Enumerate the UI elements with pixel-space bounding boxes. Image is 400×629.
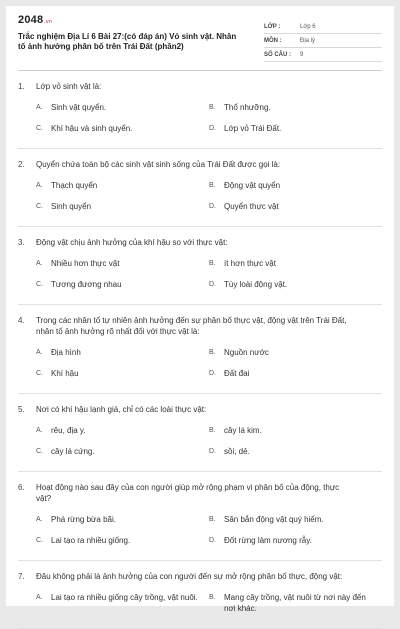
option-letter: C.: [36, 281, 43, 288]
worksheet-header: [18, 14, 382, 62]
question-text: Động vật chịu ảnh hưởng của khí hậu so với thực vật:: [36, 238, 228, 247]
site-logo[interactable]: [18, 14, 243, 26]
option-letter: B.: [209, 349, 216, 356]
question-item: [18, 394, 382, 472]
option-text: Tùy loài động vật.: [224, 280, 288, 289]
question-text: Nơi có khí hậu lạnh giá, chỉ có các loài thực vật:: [36, 405, 207, 414]
answer-option[interactable]: [209, 535, 382, 546]
answer-option[interactable]: [209, 180, 382, 191]
option-letter: D.: [209, 203, 216, 210]
answer-option[interactable]: [209, 592, 382, 614]
option-letter: B.: [209, 594, 216, 601]
option-text: Lai tạo ra nhiều giống.: [51, 536, 131, 545]
option-letter: A.: [36, 594, 43, 601]
question-text: Trong các nhân tố tự nhiên ảnh hưởng đến sự phân bố thực vật, động vật trên Trái Đất, nhân tố ảnh hưởng rõ nhất đối với thực vật là:: [36, 316, 347, 336]
answer-options: [36, 421, 382, 463]
meta-value: Địa lý: [300, 37, 316, 44]
option-text: Mang cây trồng, vật nuôi từ nơi này đến nơi khác.: [224, 593, 366, 613]
question-head: [18, 81, 382, 92]
option-letter: A.: [36, 182, 43, 189]
question-head: [18, 404, 382, 415]
question-item: [18, 227, 382, 305]
answer-option[interactable]: [209, 347, 382, 358]
question-number: 6.: [18, 483, 25, 492]
option-text: Lớp vỏ Trái Đất.: [224, 124, 282, 133]
option-letter: C.: [36, 203, 43, 210]
question-text: Quyển chứa toàn bộ các sinh vật sinh sống của Trái Đất được gọi là:: [36, 160, 281, 169]
option-text: Sinh vật quyển.: [51, 103, 107, 112]
meta-value: Lớp 6: [300, 23, 316, 30]
question-number: 5.: [18, 405, 25, 414]
option-text: Tương đương nhau: [51, 280, 122, 289]
option-letter: A.: [36, 349, 43, 356]
answer-option[interactable]: [36, 535, 209, 546]
option-text: Phá rừng bừa bãi.: [51, 515, 116, 524]
answer-option[interactable]: [36, 180, 209, 191]
option-text: Nguồn nước: [224, 348, 269, 357]
question-number: 1.: [18, 82, 25, 91]
answer-options: [36, 98, 382, 140]
answer-option[interactable]: [36, 347, 209, 358]
question-text: Lớp vỏ sinh vật là:: [36, 82, 102, 91]
question-item: [18, 305, 382, 394]
option-text: cây lá kim.: [224, 426, 262, 435]
option-text: Thạch quyển: [51, 181, 98, 190]
answer-option[interactable]: [36, 258, 209, 269]
answer-option[interactable]: [209, 102, 382, 113]
answer-option[interactable]: [209, 368, 382, 379]
question-head: [18, 482, 382, 504]
question-number: 7.: [18, 572, 25, 581]
option-text: rêu, địa y.: [51, 426, 86, 435]
option-letter: A.: [36, 516, 43, 523]
answer-option[interactable]: [36, 425, 209, 436]
meta-info: [264, 14, 382, 62]
option-letter: B.: [209, 104, 216, 111]
option-text: Lai tạo ra nhiều giống cây trồng, vật nuôi.: [51, 593, 198, 602]
option-text: cây lá cứng.: [51, 447, 95, 456]
option-letter: D.: [209, 281, 216, 288]
answer-options: [36, 510, 382, 552]
option-letter: C.: [36, 370, 43, 377]
option-text: Quyển thực vật: [224, 202, 279, 211]
option-text: sồi, dẻ.: [224, 447, 250, 456]
question-number: 2.: [18, 160, 25, 169]
question-item: [18, 472, 382, 561]
question-item: [18, 561, 382, 629]
option-letter: D.: [209, 537, 216, 544]
answer-options: [36, 343, 382, 385]
option-text: ít hơn thực vật: [224, 259, 276, 268]
question-item: [18, 71, 382, 149]
logo-suffix: .vn: [44, 19, 53, 25]
answer-option[interactable]: [36, 592, 209, 614]
answer-option[interactable]: [36, 102, 209, 113]
document-title: Trắc nghiệm Địa Lí 6 Bài 27:(có đáp án) Vỏ sinh vật. Nhân tố ảnh hưởng phân bố trên Trái Đất (phần2): [18, 32, 237, 51]
question-text: Hoạt động nào sau đây của con người giúp mở rộng phạm vi phân bố của động, thực vật?: [36, 483, 340, 503]
option-text: Khí hậu và sinh quyển.: [51, 124, 133, 133]
option-text: Địa hình: [51, 348, 81, 357]
answer-options: [36, 588, 382, 620]
question-number: 4.: [18, 316, 25, 325]
meta-row-count: [264, 48, 382, 62]
option-text: Săn bắn động vật quý hiếm.: [224, 515, 324, 524]
meta-row-class: [264, 20, 382, 34]
answer-option[interactable]: [209, 123, 382, 134]
answer-option[interactable]: [209, 201, 382, 212]
answer-option[interactable]: [209, 446, 382, 457]
option-letter: B.: [209, 516, 216, 523]
option-text: Sinh quyển: [51, 202, 92, 211]
answer-option[interactable]: [209, 258, 382, 269]
answer-option[interactable]: [36, 201, 209, 212]
question-head: [18, 159, 382, 170]
option-letter: D.: [209, 125, 216, 132]
option-letter: B.: [209, 260, 216, 267]
answer-option[interactable]: [209, 425, 382, 436]
worksheet: [6, 6, 394, 613]
option-letter: C.: [36, 537, 43, 544]
answer-option[interactable]: [36, 514, 209, 525]
option-letter: C.: [36, 448, 43, 455]
question-list: [18, 71, 382, 629]
option-text: Khí hậu: [51, 369, 79, 378]
option-letter: C.: [36, 125, 43, 132]
question-number: 3.: [18, 238, 25, 247]
answer-options: [36, 176, 382, 218]
option-text: Thổ nhưỡng.: [224, 103, 271, 112]
option-letter: A.: [36, 104, 43, 111]
answer-options: [36, 254, 382, 296]
question-item: [18, 149, 382, 227]
question-head: [18, 571, 382, 582]
option-letter: A.: [36, 260, 43, 267]
question-text: Đâu không phải là ảnh hưởng của con người đến sự mở rộng phân bố thực, động vật:: [36, 572, 343, 581]
question-head: [18, 315, 382, 337]
meta-row-subject: [264, 34, 382, 48]
meta-label: MÔN :: [264, 37, 282, 44]
logo-text: 2048: [18, 14, 44, 26]
option-letter: B.: [209, 427, 216, 434]
meta-label: LỚP :: [264, 23, 281, 30]
option-text: Đốt rừng làm nương rẫy.: [224, 536, 312, 545]
answer-option[interactable]: [36, 123, 209, 134]
meta-value: 9: [300, 51, 304, 58]
option-letter: D.: [209, 370, 216, 377]
option-letter: A.: [36, 427, 43, 434]
answer-option[interactable]: [36, 279, 209, 290]
answer-option[interactable]: [209, 279, 382, 290]
header-left: [18, 14, 243, 62]
answer-option[interactable]: [36, 368, 209, 379]
option-letter: B.: [209, 182, 216, 189]
answer-option[interactable]: [209, 514, 382, 525]
meta-label: SỐ CÂU :: [264, 51, 291, 58]
answer-option[interactable]: [36, 446, 209, 457]
option-text: Nhiều hơn thực vật: [51, 259, 120, 268]
option-text: Đất đai: [224, 369, 250, 378]
option-letter: D.: [209, 448, 216, 455]
option-text: Động vật quyển: [224, 181, 281, 190]
question-head: [18, 237, 382, 248]
